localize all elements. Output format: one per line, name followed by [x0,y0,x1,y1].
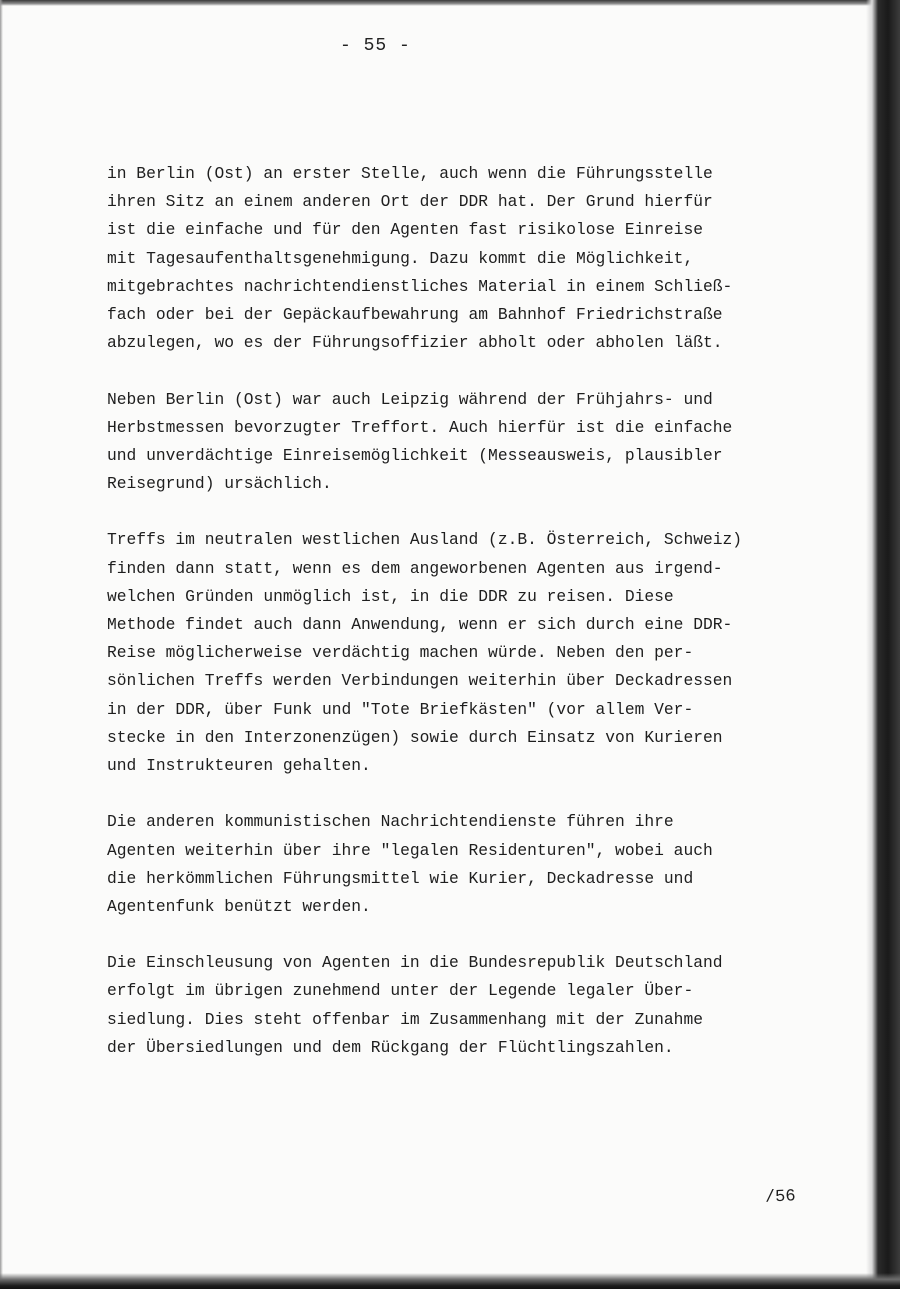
page-number: - 55 - [340,36,411,56]
paragraph-5 [107,949,847,1062]
scan-edge-right [866,0,900,1289]
text-line: Treffs im neutralen westlichen Ausland (z.B. Österreich, Schweiz) [107,530,743,550]
text-line: und unverdächtige Einreisemöglichkeit (Messeausweis, plausibler [107,445,723,465]
text-line: abzulegen, wo es der Führungsoffizier abholt oder abholen läßt. [107,333,723,353]
text-line: finden dann statt, wenn es dem angeworbenen Agenten aus irgend- [107,558,723,578]
text-line: stecke in den Interzonenzügen) sowie durch Einsatz von Kurieren [107,727,723,747]
text-line: welchen Gründen unmöglich ist, in die DDR zu reisen. Diese [107,586,674,606]
text-line: in der DDR, über Funk und "Tote Briefkästen" (vor allem Ver- [107,699,694,719]
text-line: ist die einfache und für den Agenten fast risikolose Einreise [107,220,703,240]
text-line: Agentenfunk benützt werden. [107,896,371,916]
body-text [107,160,847,1090]
text-line: der Übersiedlungen und dem Rückgang der Flüchtlingszahlen. [107,1037,674,1057]
text-line: erfolgt im übrigen zunehmend unter der Legende legaler Über- [107,981,694,1001]
text-line: Die Einschleusung von Agenten in die Bundesrepublik Deutschland [107,953,723,973]
scan-edge-top [0,0,900,6]
text-line: Reisegrund) ursächlich. [107,474,332,494]
paragraph-1 [107,160,847,357]
text-line: und Instrukteuren gehalten. [107,755,371,775]
text-line: sönlichen Treffs werden Verbindungen weiterhin über Deckadressen [107,671,733,691]
scan-edge-bottom [0,1273,900,1289]
text-line: mit Tagesaufenthaltsgenehmigung. Dazu kommt die Möglichkeit, [107,248,694,268]
text-line: fach oder bei der Gepäckaufbewahrung am Bahnhof Friedrichstraße [107,304,723,324]
text-line: Reise möglicherweise verdächtig machen würde. Neben den per- [107,643,694,663]
paragraph-4 [107,808,847,921]
text-line: in Berlin (Ost) an erster Stelle, auch wenn die Führungsstelle [107,164,713,183]
text-line: die herkömmlichen Führungsmittel wie Kurier, Deckadresse und [107,868,694,888]
text-line: Neben Berlin (Ost) war auch Leipzig während der Frühjahrs- und [107,389,713,409]
paragraph-2 [107,386,847,499]
text-line: Agenten weiterhin über ihre "legalen Residenturen", wobei auch [107,840,713,860]
paragraph-3 [107,526,847,780]
scan-edge-left [0,0,3,1289]
text-line: Herbstmessen bevorzugter Treffort. Auch hierfür ist die einfache [107,417,733,437]
text-line: ihren Sitz an einem anderen Ort der DDR hat. Der Grund hierfür [107,192,713,212]
continuation-marker: /56 [764,1187,797,1208]
text-line: mitgebrachtes nachrichtendienstliches Material in einem Schließ- [107,276,733,296]
text-line: Die anderen kommunistischen Nachrichtendienste führen ihre [107,812,674,832]
text-line: Methode findet auch dann Anwendung, wenn er sich durch eine DDR- [107,615,733,634]
text-line: siedlung. Dies steht offenbar im Zusammenhang mit der Zunahme [107,1009,703,1029]
